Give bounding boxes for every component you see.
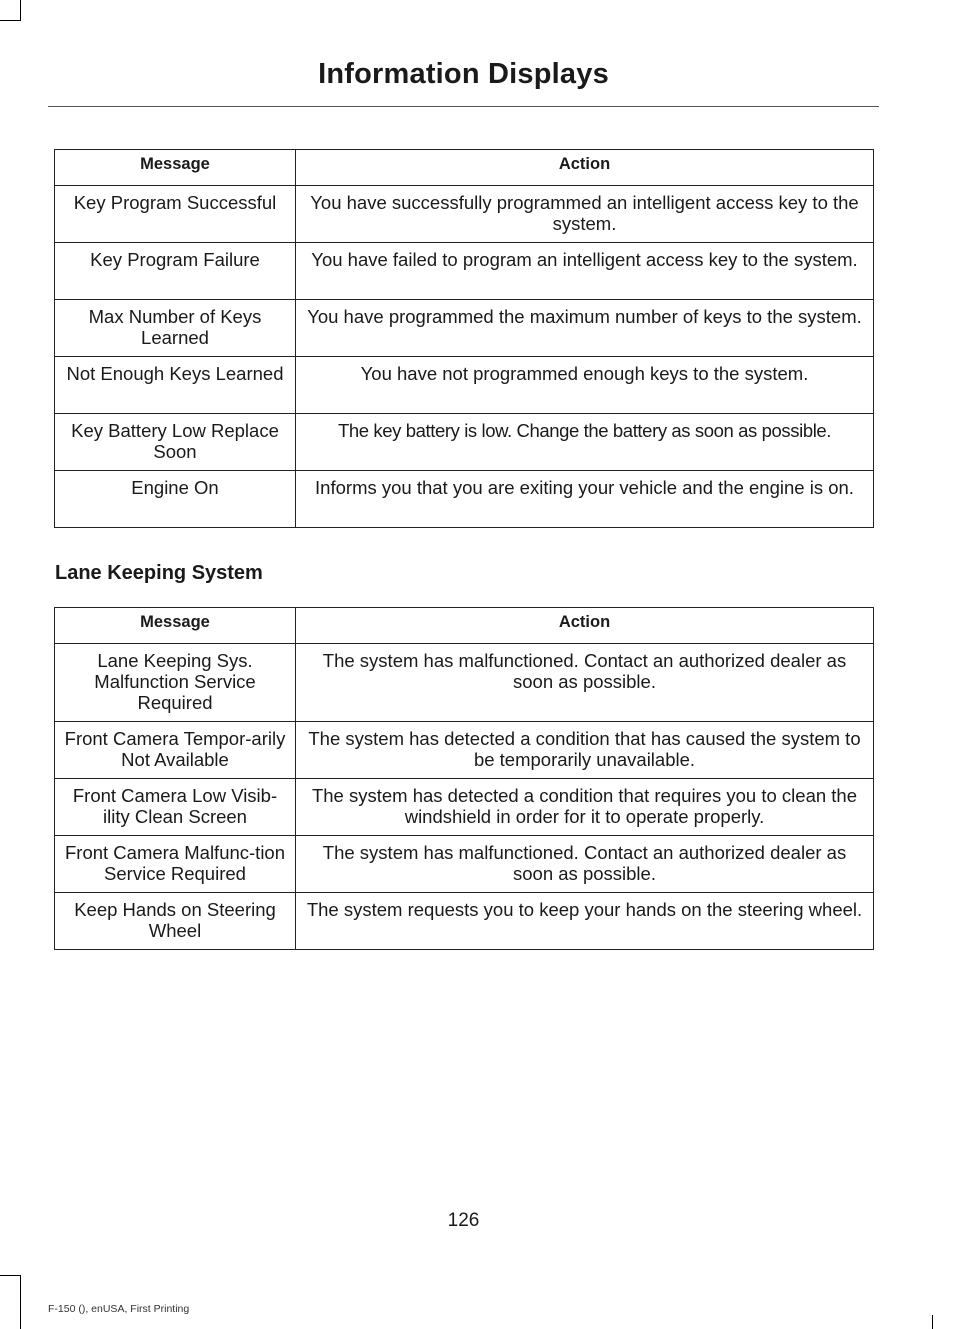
table-header-row: [55, 608, 874, 644]
column-header-action: Action: [296, 150, 874, 186]
action-cell: The system has detected a condition that has caused the system to be temporarily unavailable.: [296, 722, 874, 779]
action-cell: The system requests you to keep your hands on the steering wheel.: [296, 893, 874, 950]
action-cell: You have not programmed enough keys to the system.: [296, 357, 874, 414]
page-title: Information Displays: [318, 58, 609, 90]
message-cell: Max Number of Keys Learned: [55, 300, 296, 357]
crop-mark-bottom-right-vertical: [932, 1315, 933, 1329]
action-cell: The key battery is low. Change the battery as soon as possible.: [296, 414, 874, 471]
message-cell: Not Enough Keys Learned: [55, 357, 296, 414]
action-cell: You have successfully programmed an intelligent access key to the system.: [296, 186, 874, 243]
message-cell: Lane Keeping Sys. Malfunction Service Required: [55, 644, 296, 722]
page-number: 126: [447, 1210, 480, 1231]
action-cell: Informs you that you are exiting your vehicle and the engine is on.: [296, 471, 874, 528]
action-cell: You have failed to program an intelligent access key to the system.: [296, 243, 874, 300]
table-row: [55, 836, 874, 893]
print-info: F-150 (), enUSA, First Printing: [48, 1303, 190, 1315]
crop-mark-top-left-vertical: [20, 0, 21, 20]
key-messages-table: [54, 149, 874, 528]
message-cell: Front Camera Low Visib-ility Clean Screen: [55, 779, 296, 836]
action-cell: The system has malfunctioned. Contact an authorized dealer as soon as possible.: [296, 836, 874, 893]
table-row: [55, 893, 874, 950]
table-row: [55, 300, 874, 357]
title-divider: [48, 106, 879, 107]
action-cell: You have programmed the maximum number of keys to the system.: [296, 300, 874, 357]
message-cell: Keep Hands on Steering Wheel: [55, 893, 296, 950]
column-header-message: Message: [55, 150, 296, 186]
crop-mark-bottom-left-vertical: [20, 1275, 21, 1329]
message-cell: Key Program Successful: [55, 186, 296, 243]
message-cell: Engine On: [55, 471, 296, 528]
table-row: [55, 243, 874, 300]
message-cell: Front Camera Tempor-arily Not Available: [55, 722, 296, 779]
lane-keeping-messages-table: [54, 607, 874, 950]
column-header-message: Message: [55, 608, 296, 644]
column-header-action: Action: [296, 608, 874, 644]
table-row: [55, 644, 874, 722]
message-cell: Key Program Failure: [55, 243, 296, 300]
section-heading-lane-keeping: Lane Keeping System: [55, 562, 263, 584]
crop-mark-top-left-horizontal: [0, 20, 21, 21]
message-cell: Front Camera Malfunc-tion Service Required: [55, 836, 296, 893]
table-row: [55, 722, 874, 779]
message-cell: Key Battery Low Replace Soon: [55, 414, 296, 471]
table-row: [55, 779, 874, 836]
table-header-row: [55, 150, 874, 186]
crop-mark-bottom-left-horizontal: [0, 1275, 21, 1276]
action-cell: The system has detected a condition that requires you to clean the windshield in order for it to operate properly.: [296, 779, 874, 836]
table-row: [55, 186, 874, 243]
table-row: [55, 471, 874, 528]
action-cell: The system has malfunctioned. Contact an authorized dealer as soon as possible.: [296, 644, 874, 722]
table-row: [55, 357, 874, 414]
table-row: [55, 414, 874, 471]
